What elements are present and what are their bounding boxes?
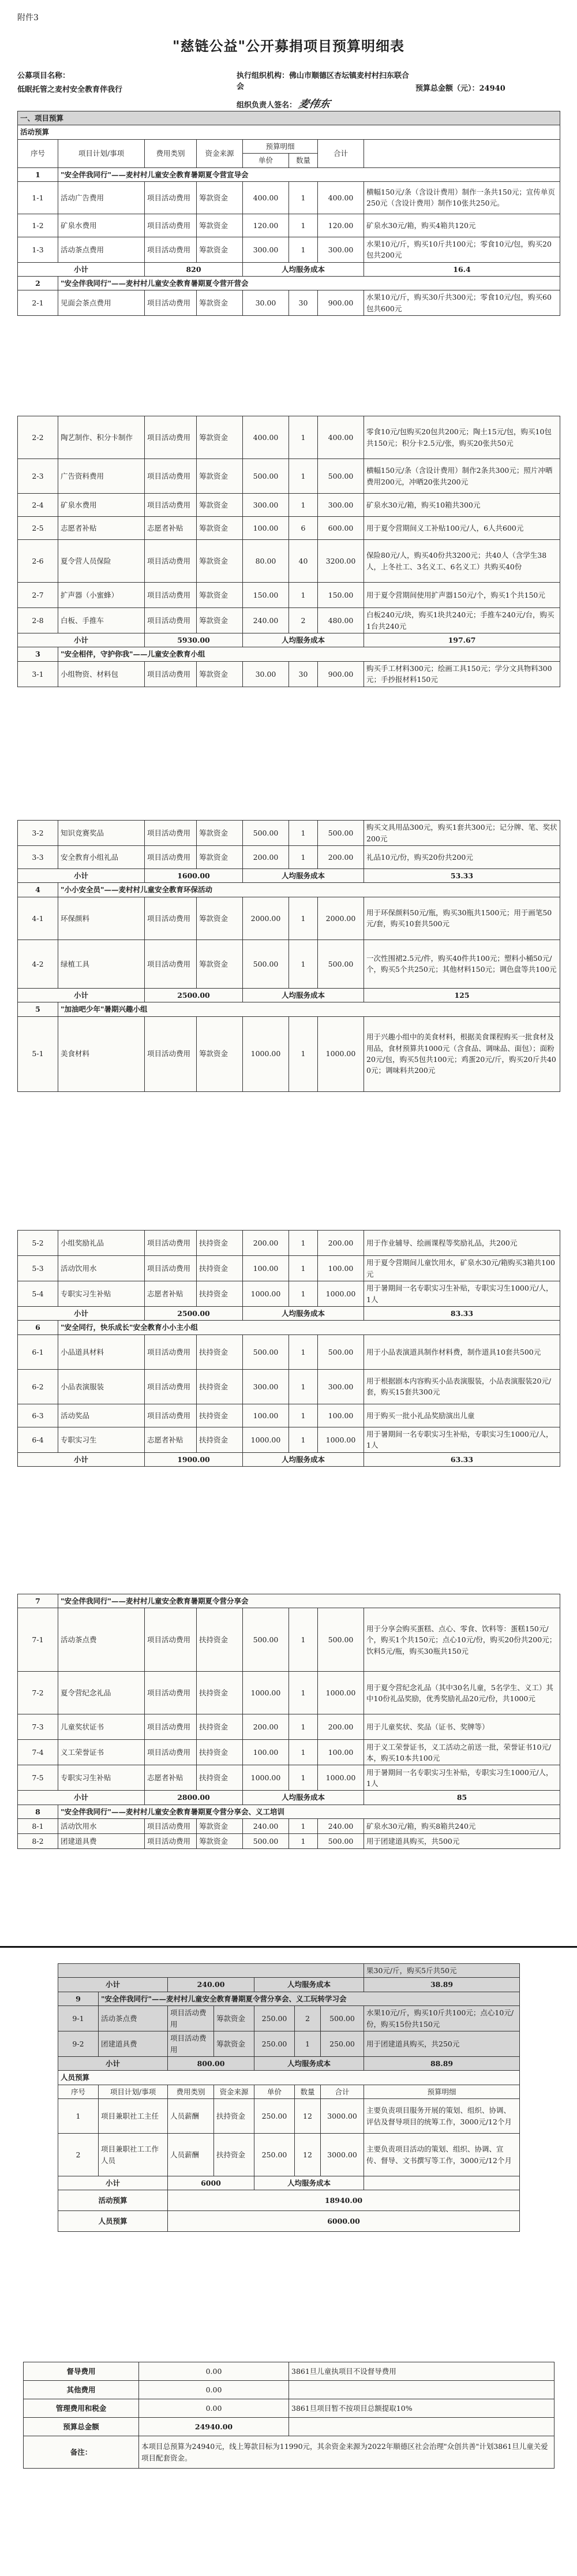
table-row: 2-1 见面会茶点费用 项目活动费用 筹款资金 30.00 30 900.00 水果10元/斤，购买30斤共300元；零食10元/包，购买60包共600元	[18, 290, 560, 316]
group-title: "安全伴我同行"——麦村村儿童安全教育暑期夏令营宣导会	[58, 167, 560, 181]
table-row: 4-2 绿植工具 项目活动费用 筹款资金 500.00 1 500.00 一次性围裙2.5元/件，购买40件共100元；塑料小桶50元/个，购买5个共250元；其他材料150元；调色盘等共100元	[18, 940, 560, 988]
section-project-budget: 一、项目预算	[18, 111, 560, 125]
table-row: 9-2 团建道具费 项目活动费用 筹款资金 250.00 1 250.00 用于团建道具购买，共250元	[58, 2031, 520, 2057]
table-row: 6-4 专职实习生 志愿者补贴 扶持资金 1000.00 1 1000.00 用于暑期间一名专职实习生补贴，专职实习生1000元/人，1人	[18, 1427, 560, 1452]
col-header: 项目计划/事项	[58, 139, 145, 167]
subtotal-row: 小计 1600.00 人均服务成本 53.33	[18, 869, 560, 883]
attachment-label: 附件3	[17, 13, 39, 23]
budget-table-page-6	[58, 1963, 520, 2232]
summary-row: 督导费用 0.00 3861旦儿童执项目不设督导费用	[24, 2362, 554, 2381]
table-row: 6-2 小品表演服装 项目活动费用 扶持资金 300.00 1 300.00 用于根据剧本内容购买小品表演服装，小品表演服装20元/套，购买15套共300元	[18, 1369, 560, 1404]
table-row: 7-2 夏令营纪念礼品 项目活动费用 扶持资金 1000.00 1 1000.00 用于夏令营纪念礼品（其中30名儿童，5名学生、义工）其中10份礼品奖励，优秀奖励礼品20元/份，共1000元	[18, 1672, 560, 1714]
group-title: "安全伴我同行"——麦村村儿童安全教育暑期夏令营分享会、义工玩转学习会	[99, 1992, 520, 2005]
col-header: 单价	[243, 154, 289, 167]
group-no: 4	[18, 883, 58, 897]
table-row: 5-4 专职实习生补贴 志愿者补贴 扶持资金 1000.00 1 1000.00 用于暑期间一名专职实习生补贴，专职实习生1000元/人，1人	[18, 1281, 560, 1307]
table-row: 3-2 知识竞赛奖品 项目活动费用 筹款资金 500.00 1 500.00 购买文具用品300元，购买1套共300元；记分牌、笔、奖状200元	[18, 821, 560, 846]
col-header: 数量	[289, 154, 318, 167]
group-title: "小小安全员"——麦村村儿童安全教育环保活动	[58, 883, 560, 897]
group-title: "安全伴我同行"——麦村村儿童安全教育暑期夏令营开营会	[58, 277, 560, 290]
summary-row: 管理费用和税金 0.00 3861旦项目暂不按项目总额提取10%	[24, 2399, 554, 2418]
page-4	[17, 1230, 560, 1467]
group-title: "安全伴我同行"——麦村村儿童安全教育暑期夏令营分享会、义工培训	[58, 1805, 560, 1818]
table-row: 8-1 活动饮用水 项目活动费用 筹款资金 240.00 1 240.00 矿泉水30元/箱，购买8箱共240元	[18, 1819, 560, 1834]
table-header-row: 序号 项目计划/事项 费用类别 资金来源 单价 数量 合计 预算明细	[58, 2085, 520, 2098]
table-row: 4-1 环保颜料 项目活动费用 筹款资金 2000.00 1 2000.00 用于环保颜料50元/瓶，购买30瓶共1500元；用于画笔50元/套，购买10套共500元	[18, 897, 560, 940]
signature: 麦伟东	[297, 98, 331, 110]
summary-table	[23, 2362, 554, 2469]
table-row: 5-3 活动饮用水 项目活动费用 扶持资金 100.00 1 100.00 用于夏令营期间儿童饮用水，矿泉水30元/箱购买3箱共100元	[18, 1256, 560, 1281]
table-row: 2-3 广告资料费用 项目活动费用 筹款资金 500.00 1 500.00 横幅150元/条（含设计费用）制作2条共300元；照片冲晒费用200元，冲晒20张共200元	[18, 459, 560, 494]
table-row: 1 项目兼职社工主任 人员薪酬 扶持资金 250.00 12 3000.00 主要负责项目服务开展的策划、组织、协调、评估及督导项目的统筹工作，3000元/12个月	[58, 2099, 520, 2134]
exec-org: 执行组织机构：佛山市顺德区杏坛镇麦村村扫东联合会	[237, 72, 410, 91]
page-5	[17, 1594, 560, 1849]
col-header: 合计	[318, 139, 364, 167]
table-row: 6-1 小品道具材料 项目活动费用 扶持资金 500.00 1 500.00 用于小品表演道具制作材料费，制作道具10套共500元	[18, 1334, 560, 1369]
group-title: "安全同行，快乐成长"安全教育小小主小组	[58, 1321, 560, 1334]
col-header: 资金来源	[197, 139, 243, 167]
subtotal-row: 小计 5930.00 人均服务成本 197.67	[18, 633, 560, 647]
table-row: 2-6 夏令营人员保险 项目活动费用 筹款资金 80.00 40 3200.00 保险80元/人，购买40份共3200元；共40人（含学生38人，上冬社工、3名义工、6名义工）共购买40份	[18, 540, 560, 583]
table-row: 2 项目兼职社工工作人员 人员薪酬 扶持资金 250.00 12 3000.00 主要负责项目活动的策划、组织、协调、宣传、督导、文书撰写等工作，3000元/12个月	[58, 2134, 520, 2176]
subtotal-row: 小计 240.00 人均服务成本 38.89	[58, 1978, 520, 1992]
table-row: 9-1 活动茶点费 项目活动费用 筹款资金 250.00 2 500.00 水果10元/斤，购买10斤共100元；点心10元/份，购买15份共150元	[58, 2006, 520, 2031]
col-header: 序号	[18, 139, 58, 167]
col-header: 费用类别	[145, 139, 197, 167]
table-row: 果30元/斤，购买5斤共50元	[58, 1964, 520, 1978]
subtotal-row: 小计 1900.00 人均服务成本 63.33	[18, 1452, 560, 1466]
table-row: 1-2 矿泉水费用 项目活动费用 筹款资金 120.00 1 120.00 矿泉水30元/箱，购买4箱共120元	[18, 214, 560, 237]
budget-table-page-1	[17, 111, 560, 316]
total-budget: 预算总金额（元）：24940	[415, 84, 505, 93]
org-label: 公募项目名称：	[17, 72, 70, 80]
section-person-budget: 人员预算	[58, 2071, 520, 2085]
subtotal-row: 小计 2800.00 人均服务成本 85	[18, 1791, 560, 1805]
section-activity-budget: 活动预算	[18, 125, 560, 139]
page-2	[17, 416, 560, 687]
budget-table-page-4	[17, 1230, 560, 1467]
page-7	[23, 2362, 554, 2469]
table-row: 2-7 扩声器（小蜜蜂） 项目活动费用 筹款资金 150.00 1 150.00 用于夏令营期间使用扩声器150元/个，购买1个共150元	[18, 583, 560, 608]
person-total-row: 人员预算 6000.00	[58, 2211, 520, 2232]
activity-total-row: 活动预算 18940.00	[58, 2190, 520, 2211]
org-name: 低眠托管之麦村安全教育伴我行	[17, 85, 123, 94]
table-row: 7-5 专职实习生补贴 志愿者补贴 扶持资金 1000.00 1 1000.00 用于暑期间一名专职实习生补贴，专职实习生1000元/人，1人	[18, 1765, 560, 1791]
leader-signature-field: 组织负责人签名：麦伟东	[237, 96, 410, 111]
summary-row: 预算总金额 24940.00	[24, 2418, 554, 2436]
table-row: 5-2 小组奖励礼品 项目活动费用 扶持资金 200.00 1 200.00 用于作业辅导、绘画课程等奖励礼品，共200元	[18, 1231, 560, 1256]
subtotal-row: 小计 800.00 人均服务成本 88.89	[58, 2056, 520, 2070]
page-title: "慈链公益"公开募捐项目预算明细表	[172, 38, 404, 54]
table-row: 6-3 活动奖品 项目活动费用 扶持资金 100.00 1 100.00 用于购买一批小礼品奖励演出儿童	[18, 1404, 560, 1427]
group-title: "安全相伴，守护你我"——儿童安全教育小组	[58, 647, 560, 661]
table-row: 1-1 活动广告费用 项目活动费用 筹款资金 400.00 1 400.00 横幅150元/条（含设计费用）制作一条共150元；宣传单页250元（含设计费用）制作10张共250元。	[18, 181, 560, 214]
page-6	[58, 1963, 519, 2232]
group-no: 7	[18, 1594, 58, 1608]
col-header: 预算明细	[243, 139, 318, 153]
page-3	[17, 820, 560, 1092]
table-row: 3-3 安全教育小组礼品 项目活动费用 筹款资金 200.00 1 200.00 礼品10元/份，购买20份共200元	[18, 846, 560, 869]
table-row: 8-2 团建道具费 项目活动费用 筹款资金 500.00 1 500.00 用于团建道具购买，共500元	[18, 1834, 560, 1849]
subtotal-row: 小计 2500.00 人均服务成本 125	[18, 988, 560, 1002]
group-no: 3	[18, 647, 58, 661]
summary-row: 其他费用 0.00	[24, 2381, 554, 2399]
group-no: 2	[18, 277, 58, 290]
budget-table-page-5	[17, 1594, 560, 1849]
table-row: 2-8 白板、手推车 项目活动费用 筹款资金 240.00 2 480.00 白板240元/块，购买1块共240元；手推车240元/台，购买1台共240元	[18, 608, 560, 633]
table-row: 3-1 小组物资、材料包 项目活动费用 筹款资金 30.00 30 900.00 购买手工材料300元；绘画工具150元；学分文具物料300元；手抄报材料150元	[18, 661, 560, 687]
group-title: "加油吧少年"暑期兴趣小组	[58, 1002, 560, 1016]
subtotal-row: 小计 6000 人均服务成本	[58, 2176, 520, 2190]
table-row: 1-3 活动茶点费用 项目活动费用 筹款资金 300.00 1 300.00 水果10元/斤，购买10斤共100元；零食10元/包，购买20包共200元	[18, 237, 560, 262]
page-divider	[0, 1946, 577, 1948]
group-no: 8	[18, 1805, 58, 1818]
table-row: 7-3 儿童奖状证书 项目活动费用 扶持资金 200.00 1 200.00 用于儿童奖状、奖品（证书、奖牌等）	[18, 1714, 560, 1740]
group-no: 9	[58, 1992, 99, 2005]
group-title: "安全伴我同行"——麦村村儿童安全教育暑期夏令营分享会	[58, 1594, 560, 1608]
table-row: 7-1 活动茶点费 项目活动费用 扶持资金 500.00 1 500.00 用于分享会购买蛋糕、点心、零食、饮料等：蛋糕150元/个，购买1个共150元；点心10元/份，购买20份共200元；饮料5元/瓶，购买30瓶共150元	[18, 1608, 560, 1672]
table-row: 7-4 义工荣誉证书 项目活动费用 扶持资金 100.00 1 100.00 用于义工荣誉证书，义工活动之前送一批，荣誉证书10元/本，购买10本共100元	[18, 1740, 560, 1765]
group-no: 1	[18, 167, 58, 181]
table-row: 5-1 美食材料 项目活动费用 筹款资金 1000.00 1 1000.00 用于兴趣小组中的美食材料，根据美食课程购买一批食材及用品，食材预算共1000元（含食品、调味品、面包）；面粉20元/包，购买5包共100元；鸡蛋20元/斤，购买20斤共400元；调味料共200元	[18, 1016, 560, 1091]
group-no: 6	[18, 1321, 58, 1334]
subtotal-row: 小计 2500.00 人均服务成本 83.33	[18, 1307, 560, 1321]
group-no: 5	[18, 1002, 58, 1016]
budget-table-page-3	[17, 820, 560, 1092]
remark-row: 备注： 本项目总预算为24940元，线上筹款目标为11990元，其余资金来源为2022年顺德区社会治理"众创共善"计划3861旦儿童关爱项目配套资金。	[24, 2436, 554, 2469]
subtotal-row: 小计 820 人均服务成本 16.4	[18, 262, 560, 276]
budget-table-page-2	[17, 416, 560, 687]
table-row: 2-4 矿泉水费用 项目活动费用 筹款资金 300.00 1 300.00 矿泉水30元/箱，购买10箱共300元	[18, 494, 560, 517]
table-row: 2-5 志愿者补贴 志愿者补贴 筹款资金 100.00 6 600.00 用于夏令营期间义工补贴100元/人，6人共600元	[18, 517, 560, 540]
table-row: 2-2 陶艺制作、积分卡制作 项目活动费用 筹款资金 400.00 1 400.00 零食10元/包购买20包共200元；陶土15元/包，购买10包共150元；积分卡2.5元/张，购买20张共50元	[18, 416, 560, 459]
